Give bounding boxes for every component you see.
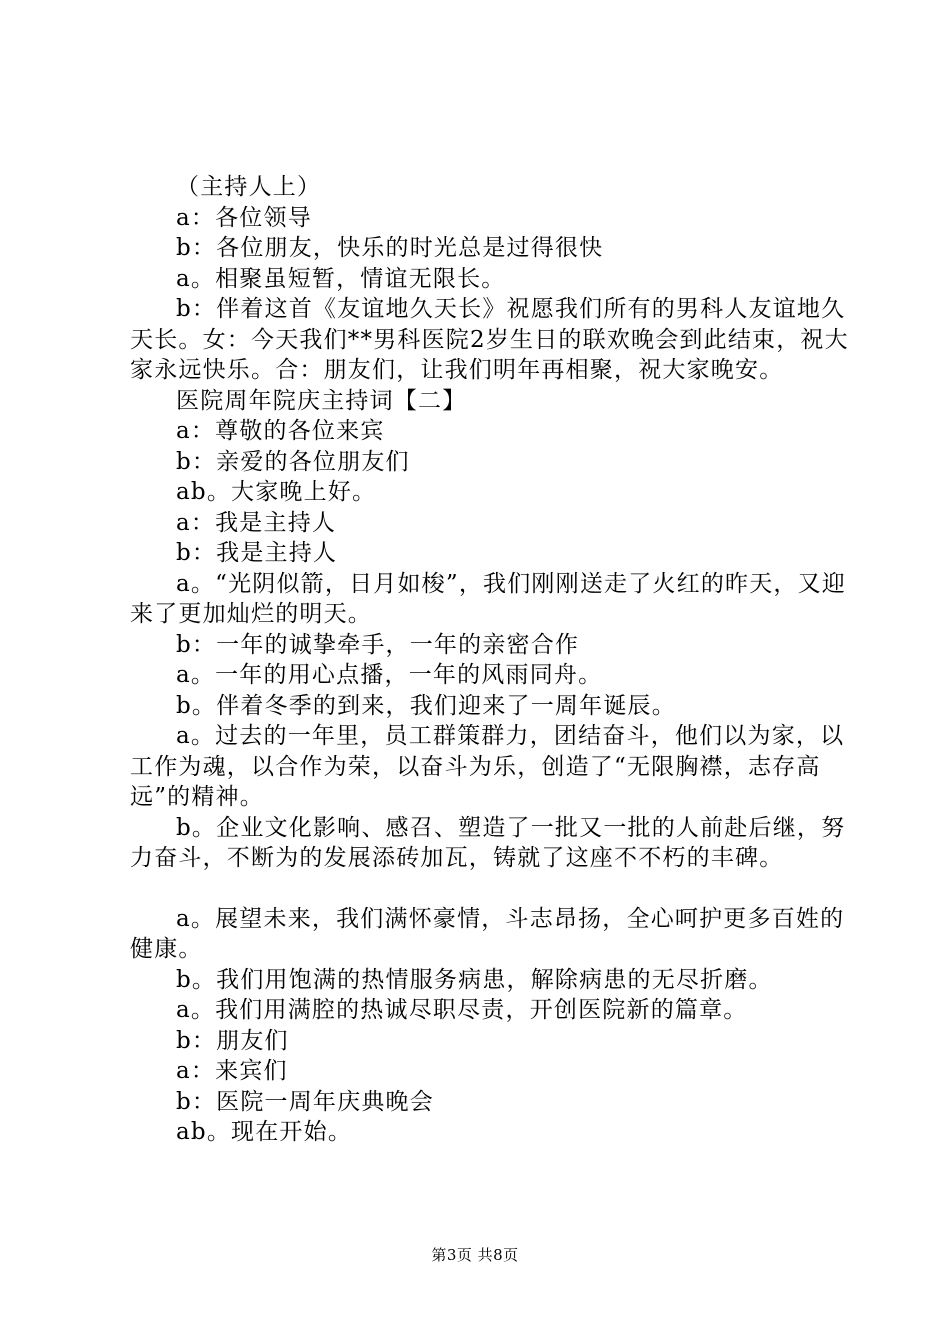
paragraph: b。我们用饱满的热情服务病患，解除病患的无尽折磨。 bbox=[176, 966, 773, 993]
paragraph-gap bbox=[130, 874, 850, 904]
paragraph: a。一年的用心点播，一年的风雨同舟。 bbox=[176, 662, 603, 688]
paragraph: ab。现在开始。 bbox=[176, 1119, 353, 1145]
section-heading: 医院周年院庆主持词【二】 bbox=[176, 387, 467, 414]
paragraph: a：我是主持人 bbox=[176, 509, 337, 536]
paragraph: b：各位朋友，快乐的时光总是过得很快 bbox=[176, 235, 604, 261]
paragraph: b：朋友们 bbox=[176, 1027, 289, 1054]
paragraph: b：一年的诚挚牵手，一年的亲密合作 bbox=[176, 631, 580, 658]
paragraph: a。我们用满腔的热诚尽职尽责，开创医院新的篇章。 bbox=[176, 997, 748, 1023]
paragraph: a：各位领导 bbox=[176, 204, 312, 231]
paragraph: b：亲爱的各位朋友们 bbox=[176, 448, 410, 475]
paragraph: b。企业文化影响、感召、塑造了一批又一批的人前赴后继，努力奋斗，不断为的发展添砖加瓦，铸就了这座不不朽的丰碑。 bbox=[130, 814, 846, 871]
paragraph: a。相聚虽短暂，情谊无限长。 bbox=[176, 265, 506, 292]
paragraph: b：伴着这首《友谊地久天长》祝愿我们所有的男科人友谊地久天长。女：今天我们**男科医院2岁生日的联欢晚会到此结束，祝大家永远快乐。合：朋友们，让我们明年再相聚，祝大家晚安。 bbox=[130, 296, 849, 383]
paragraph: b：我是主持人 bbox=[176, 540, 338, 566]
paragraph: （主持人上） bbox=[176, 174, 322, 200]
document-body bbox=[130, 172, 850, 1148]
paragraph: a。过去的一年里，员工群策群力，团结奋斗，他们以为家，以工作为魂，以合作为荣，以奋斗为乐，创造了“无限胸襟，志存高远”的精神。 bbox=[130, 723, 845, 810]
paragraph: a：来宾们 bbox=[176, 1058, 288, 1084]
paragraph: a。展望未来，我们满怀豪情，斗志昂扬，全心呵护更多百姓的健康。 bbox=[130, 905, 845, 962]
paragraph: a：尊敬的各位来宾 bbox=[176, 418, 385, 444]
paragraph: a。“光阴似箭，日月如梭”，我们刚刚送走了火红的昨天，又迎来了更加灿烂的明天。 bbox=[130, 570, 847, 627]
paragraph: ab。大家晚上好。 bbox=[176, 479, 377, 505]
paragraph: b。伴着冬季的到来，我们迎来了一周年诞辰。 bbox=[176, 692, 676, 719]
paragraph: b：医院一周年庆典晚会 bbox=[176, 1088, 434, 1115]
page-footer: 第3页 共8页 bbox=[431, 1246, 519, 1264]
